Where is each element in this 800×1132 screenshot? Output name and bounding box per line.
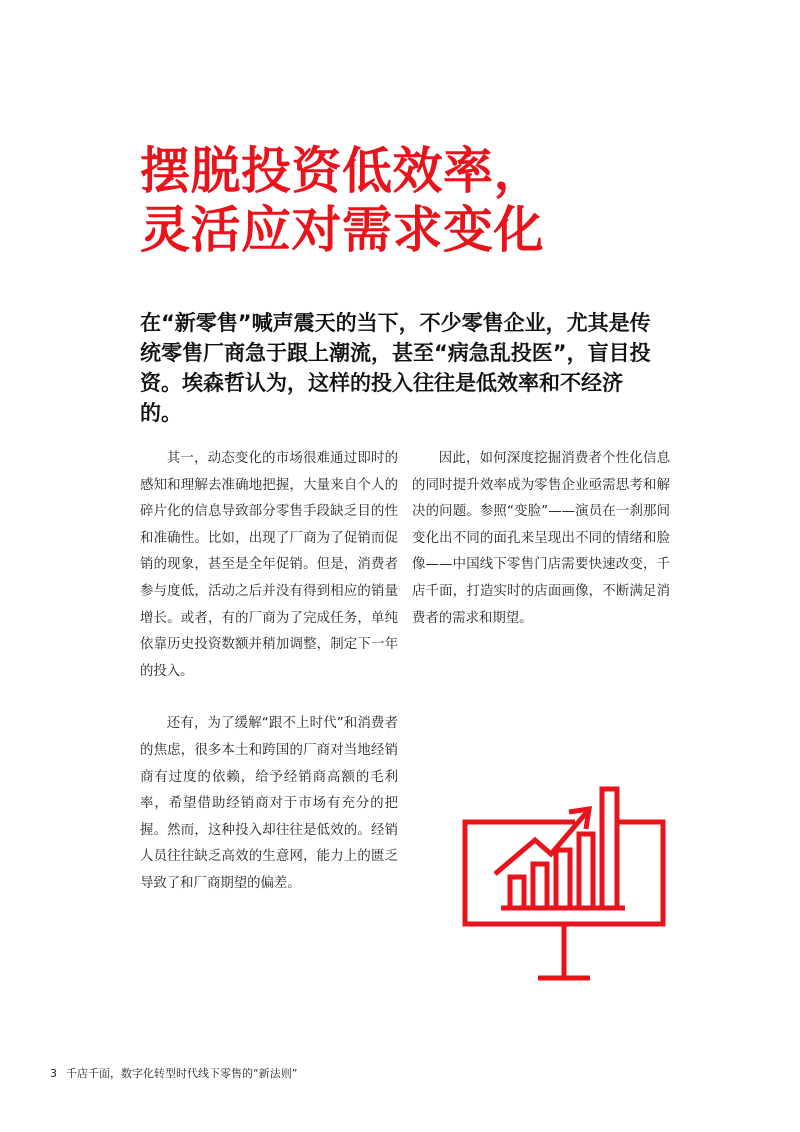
title-line-1: 摆脱投资低效率， [140, 142, 544, 200]
left-column [140, 446, 398, 924]
title-line-2: 灵活应对需求变化 [140, 201, 544, 259]
bar-5 [602, 789, 617, 908]
bar-1 [510, 877, 524, 908]
page-footer [50, 1067, 297, 1081]
right-paragraph-1: 因此，如何深度挖掘消费者个性化信息的同时提升效率成为零售企业亟需思考和解决的问题。参照“变脸”——演员在一刹那间变化出不同的面孔来呈现出不同的情绪和脸像——中国线下零售门店需要快速改变，千店千面，打造实时的店面画像，不断满足消费者的需求和期望。 [412, 451, 670, 626]
left-paragraph-2: 还有，为了缓解“跟不上时代”和消费者的焦虑，很多本土和跨国的厂商对当地经销商有过度的依赖，给予经销商高额的毛利率，希望借助经销商对于市场有充分的把握。然而，这种投入却往往是低效的。经销人员往往缺乏高效的生意网，能力上的匮乏导致了和厂商期望的偏差。 [140, 716, 398, 891]
right-column [412, 446, 670, 658]
page-title [140, 142, 740, 260]
page-number: 3 [50, 1067, 57, 1080]
bar-3 [556, 850, 570, 908]
left-paragraph-1: 其一，动态变化的市场很难通过即时的感知和理解去准确地把握，大量来自个人的碎片化的信息导致部分零售手段缺乏目的性和准确性。比如，出现了厂商为了促销而促销的现象，甚至是全年促销。但是，消费者参与度低，活动之后并没有得到相应的销量增长。或者，有的厂商为了完成任务，单纯依靠历史投资数额并稍加调整，制定下一年的投入。 [140, 451, 398, 679]
intro-paragraph: 在“新零售”喊声震天的当下，不少零售企业，尤其是传统零售厂商急于跟上潮流，甚至“病急乱投医”，盲目投资。埃森哲认为，这样的投入往往是低效率和不经济的。 [140, 311, 651, 425]
footer-text: 千店千面，数字化转型时代线下零售的“新法则” [66, 1067, 298, 1080]
bar-4 [579, 834, 593, 908]
presentation-board-growth-chart-icon [455, 782, 673, 988]
bar-2 [533, 864, 547, 908]
